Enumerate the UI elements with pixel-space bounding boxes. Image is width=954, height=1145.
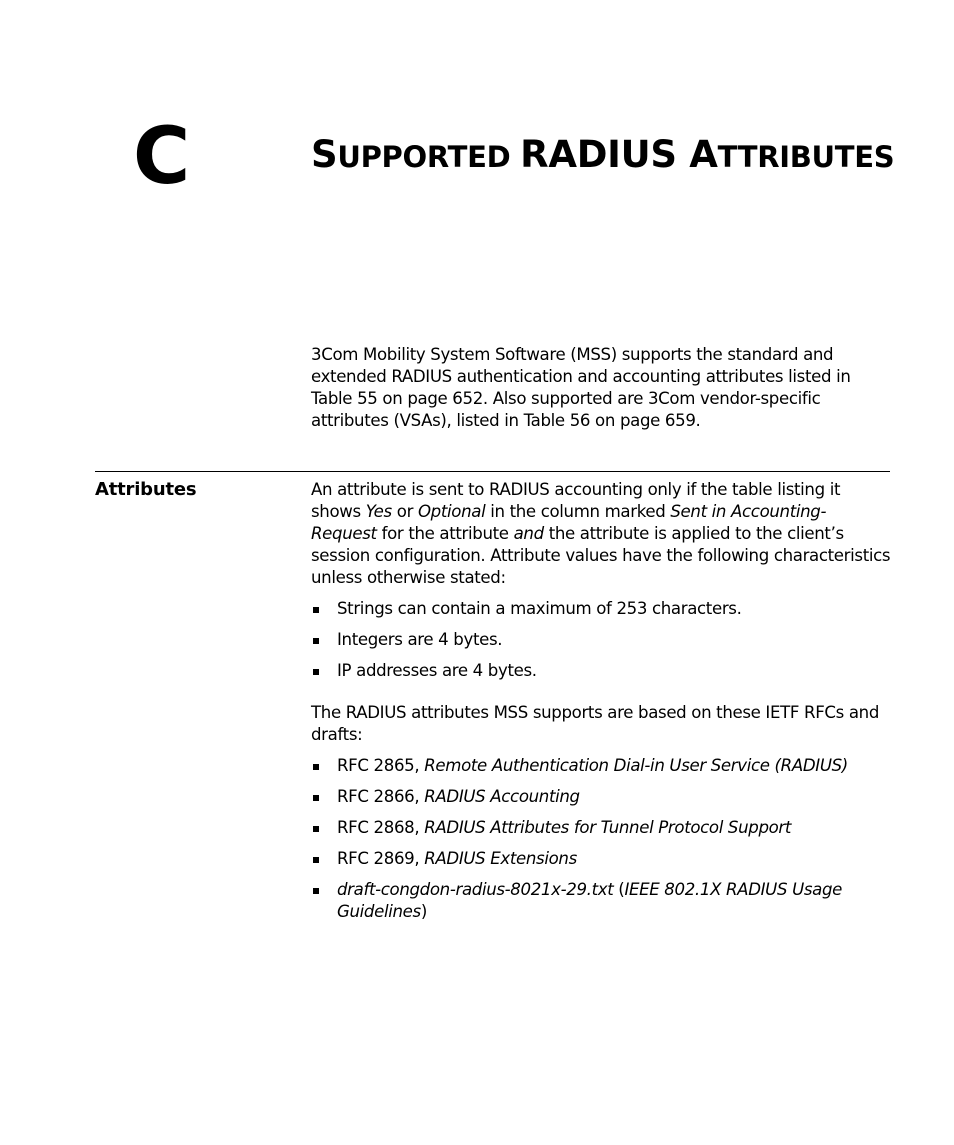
rfc-title: RADIUS Attributes for Tunnel Protocol Support xyxy=(424,818,792,837)
list-item xyxy=(311,660,891,682)
italic-term: Yes xyxy=(365,502,392,521)
list-item xyxy=(311,629,891,651)
chapter-title-part: RADIUS A xyxy=(520,133,718,176)
list-item-text: IP addresses are 4 bytes. xyxy=(337,661,537,680)
chapter-title-part: TTRIBUTES xyxy=(717,140,895,174)
italic-term: Sent in Accounting-Request xyxy=(311,502,827,543)
italic-term: and xyxy=(513,524,544,543)
draft-name: draft-congdon-radius-8021x-29.txt xyxy=(337,880,614,899)
list-item xyxy=(311,786,891,808)
section-divider xyxy=(95,471,890,472)
text-run: An attribute is sent to RADIUS accounting only if the table listing it shows xyxy=(311,480,841,521)
bullet-icon xyxy=(313,764,319,770)
bullet-icon xyxy=(313,669,319,675)
rfc-number: RFC 2866, xyxy=(337,787,425,806)
bullet-icon xyxy=(313,795,319,801)
text-run: in the column marked xyxy=(485,502,671,521)
bullet-icon xyxy=(313,826,319,832)
draft-title: IEEE 802.1X RADIUS Usage Guidelines xyxy=(337,880,843,921)
rfc-title: Remote Authentication Dial-in User Service (RADIUS) xyxy=(424,756,848,775)
text-run: or xyxy=(391,502,418,521)
bullet-icon xyxy=(313,607,319,613)
rfc-list xyxy=(311,755,891,923)
intro-paragraph: 3Com Mobility System Software (MSS) supports the standard and extended RADIUS authentication and accounting attributes listed in Table 55 on page 652. Also supported are 3Com vendor-specific attributes (VSAs), listed in Table 56 on page 659. xyxy=(311,345,851,430)
list-item-text: Strings can contain a maximum of 253 characters. xyxy=(337,599,742,618)
chapter-letter: C xyxy=(133,112,190,202)
chapter-title-part: UPPORTED xyxy=(337,140,521,174)
text-run: the attribute is applied to the client’s session configuration. Attribute values have the following characteristics unless otherwise stated: xyxy=(311,524,891,587)
rfc-number: RFC 2869, xyxy=(337,849,425,868)
section-heading: Attributes xyxy=(95,479,197,500)
list-item xyxy=(311,848,891,870)
rfc-title: RADIUS Accounting xyxy=(424,787,580,806)
bullet-icon xyxy=(313,888,319,894)
text-run: ) xyxy=(420,902,427,921)
rfc-number: RFC 2865, xyxy=(337,756,425,775)
italic-term: Optional xyxy=(417,502,486,521)
rfc-intro-paragraph: The RADIUS attributes MSS supports are based on these IETF RFCs and drafts: xyxy=(311,703,880,744)
list-item xyxy=(311,755,891,777)
text-run: for the attribute xyxy=(376,524,514,543)
list-item xyxy=(311,817,891,839)
chapter-title-part: S xyxy=(311,133,338,176)
section-body xyxy=(311,479,891,923)
list-item-text: Integers are 4 bytes. xyxy=(337,630,503,649)
value-characteristics-list xyxy=(311,598,891,682)
list-item xyxy=(311,598,891,620)
bullet-icon xyxy=(313,857,319,863)
chapter-title xyxy=(311,133,895,176)
rfc-title: RADIUS Extensions xyxy=(424,849,577,868)
list-item xyxy=(311,879,891,923)
rfc-number: RFC 2868, xyxy=(337,818,425,837)
text-run: ( xyxy=(613,880,625,899)
attributes-paragraph xyxy=(311,479,891,589)
bullet-icon xyxy=(313,638,319,644)
